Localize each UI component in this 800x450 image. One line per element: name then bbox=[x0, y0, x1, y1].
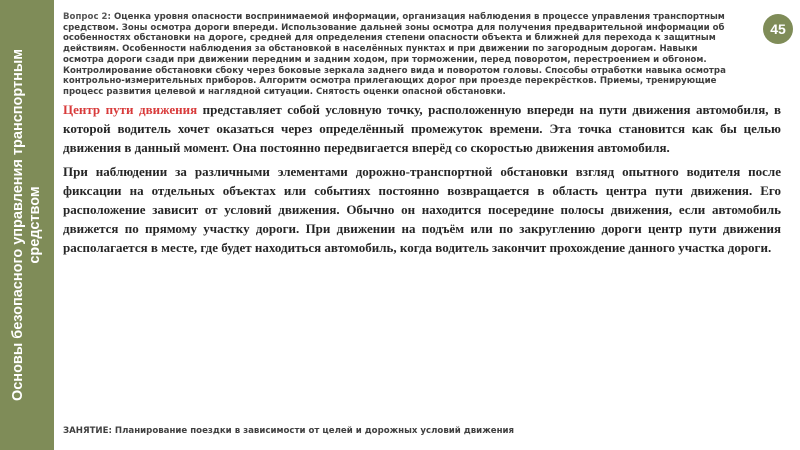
slide-number: 45 bbox=[770, 21, 786, 37]
sidebar bbox=[0, 0, 54, 450]
lesson-text: Планирование поездки в зависимости от целей и дорожных условий движения bbox=[111, 426, 515, 436]
question-header bbox=[63, 12, 733, 98]
lesson-footer bbox=[63, 426, 763, 436]
paragraph-1 bbox=[63, 100, 781, 158]
key-term: Центр пути движения bbox=[63, 102, 198, 117]
sidebar-title: Основы безопасного управления транспортным средством bbox=[10, 48, 43, 402]
question-label: Вопрос 2: bbox=[63, 12, 111, 22]
question-text: Оценка уровня опасности воспринимаемой информации, организация наблюдения в процессе управления транспортным средством. Зоны осмотра дороги впереди. Использование дальней зоны осмотра для получения предварительной информации об особенностях обстановки на дороге, средней для определения степени опасности объекта и ближней для перехода к защитным действиям. Особенности наблюдения за обстановкой в населённых пунктах и при движении по загородным дорогам. Навыки осмотра дороги сзади при движении передним и задним ходом, при торможении, перед поворотом, перестроением и обгоном. Контролирование обстановки сбоку через боковые зеркала заднего вида и поворотом головы. Способы отработки навыка осмотра контрольно-измерительных приборов. Алгоритм осмотра прилегающих дорог при проезде перекрёстков. Приемы, тренирующие процесс развития целевой и наглядной ситуации. Снятость оценки опасной обстановки. bbox=[63, 12, 726, 97]
paragraph-1-text: представляет собой условную точку, расположенную впереди на пути движения автомобиля, в которой водитель хочет оказаться через определённый промежуток времени. Эта точка становится как бы целью движения в данный момент. Она постоянно передвигается вперёд со скоростью движения автомобиля. bbox=[63, 102, 782, 156]
paragraph-2: При наблюдении за различными элементами дорожно-транспортной обстановки взгляд опытного водителя после фиксации на отдельных объектах или событиях постоянно возвращается в область центра пути движения. Его расположение зависит от условий движения. Обычно он находится посередине полосы движения, если автомобиль движется по прямому участку дороги. При движении на подъём или по закруглению дороги центр пути движения располагается в месте, где будет находиться автомобиль, когда водитель закончит прохождение данного участка дороги. bbox=[63, 163, 781, 256]
main-content bbox=[63, 100, 781, 262]
lesson-label: ЗАНЯТИЕ: bbox=[63, 426, 112, 436]
slide-number-badge bbox=[763, 14, 793, 44]
